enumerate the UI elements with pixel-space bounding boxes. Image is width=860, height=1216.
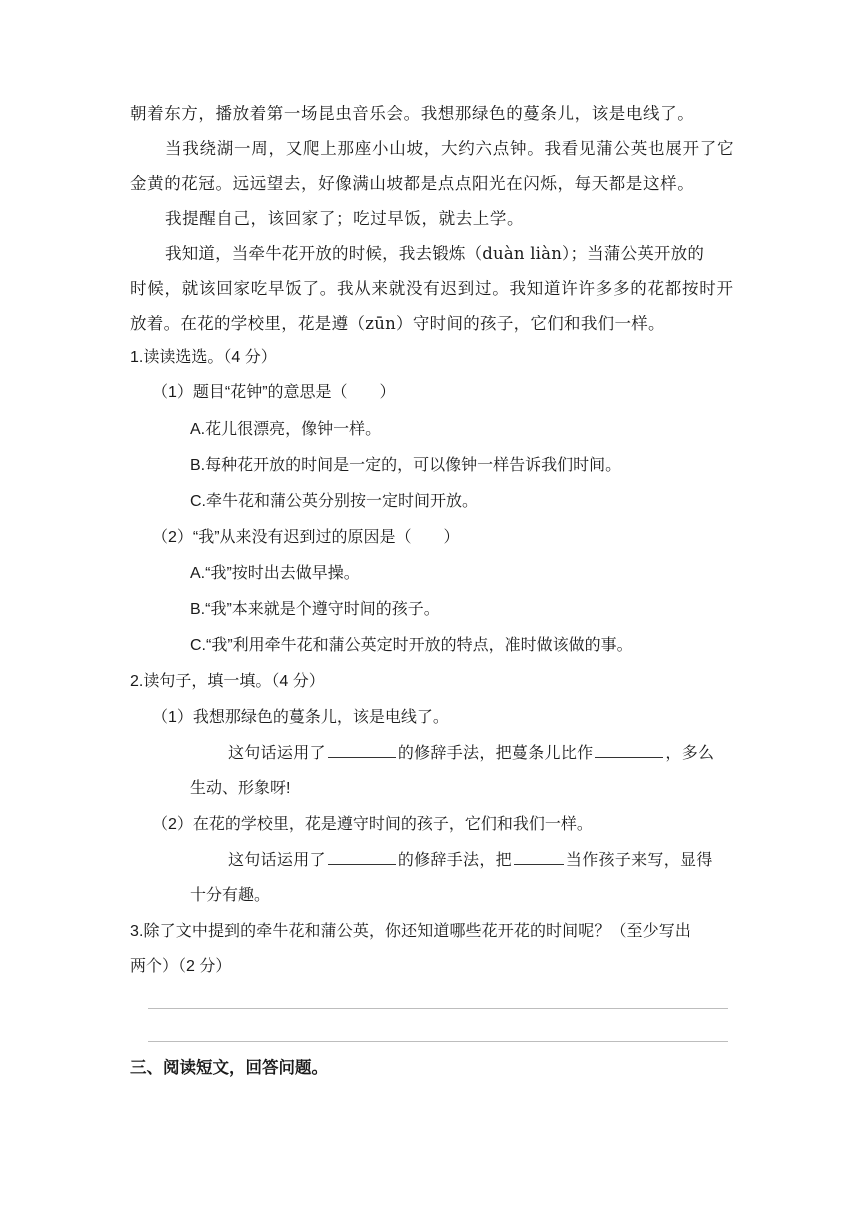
passage-line: 我提醒自己，该回家了；吃过早饭，就去上学。	[165, 209, 525, 228]
passage-line: 放着。在花的学校里，花是遵（zūn）守时间的孩子，它们和我们一样。	[130, 314, 665, 333]
sentence-continuation: 生动、形象呀!	[190, 780, 291, 797]
question-2-1-stem: （1）我想那绿色的蔓条儿，该是电线了。	[152, 709, 449, 726]
answer-line[interactable]	[148, 1008, 728, 1009]
answer-blank[interactable]	[514, 850, 564, 865]
option-a[interactable]: A.花儿很漂亮，像钟一样。	[190, 421, 382, 438]
passage-line: 当我绕湖一周，又爬上那座小山坡，大约六点钟。我看见蒲公英也展开了它	[165, 139, 735, 158]
option-b[interactable]: B.“我”本来就是个遵守时间的孩子。	[190, 601, 440, 618]
passage-line: 朝着东方，播放着第一场昆虫音乐会。我想那绿色的蔓条儿，该是电线了。	[130, 104, 695, 123]
question-2-title: 2.读句子，填一填。（4 分）	[130, 673, 325, 690]
option-c[interactable]: C.“我”利用牵牛花和蒲公英定时开放的特点，准时做该做的事。	[190, 637, 633, 654]
answer-line[interactable]	[148, 1041, 728, 1042]
sentence-part: 的修辞手法，把	[397, 852, 512, 869]
fill-in-sentence	[228, 742, 714, 766]
sentence-part: ，多么	[665, 745, 715, 762]
passage-line: 我知道，当牵牛花开放的时候，我去锻炼（duàn liàn）；当蒲公英开放的	[165, 244, 705, 263]
option-c[interactable]: C.牵牛花和蒲公英分别按一定时间开放。	[190, 493, 479, 510]
sentence-part: 这句话运用了	[228, 852, 326, 869]
option-b[interactable]: B.每种花开放的时间是一定的，可以像钟一样告诉我们时间。	[190, 457, 622, 474]
question-1-2-stem: （2）“我”从来没有迟到过的原因是（ ）	[152, 529, 460, 546]
option-a[interactable]: A.“我”按时出去做早操。	[190, 565, 360, 582]
answer-blank[interactable]	[595, 743, 663, 758]
sentence-part: 的修辞手法，把蔓条儿比作	[397, 745, 594, 762]
section-heading: 三、阅读短文，回答问题。	[130, 1058, 328, 1077]
answer-blank[interactable]	[328, 743, 396, 758]
answer-blank[interactable]	[328, 850, 396, 865]
question-1-title: 1.读读选选。（4 分）	[130, 349, 277, 366]
sentence-continuation: 十分有趣。	[190, 887, 271, 904]
question-2-2-stem: （2）在花的学校里，花是遵守时间的孩子，它们和我们一样。	[152, 816, 593, 833]
passage-line: 金黄的花冠。远远望去，好像满山坡都是点点阳光在闪烁，每天都是这样。	[130, 174, 695, 193]
question-1-1-stem: （1）题目“花钟”的意思是（ ）	[152, 384, 396, 401]
fill-in-sentence	[228, 849, 713, 873]
question-3-line: 3.除了文中提到的牵牛花和蒲公英，你还知道哪些花开花的时间呢？（至少写出	[130, 923, 691, 940]
sentence-part: 这句话运用了	[228, 745, 326, 762]
sentence-part: 当作孩子来写，显得	[565, 852, 713, 869]
question-3-line: 两个）（2 分）	[130, 958, 232, 975]
passage-line: 时候，就该回家吃早饭了。我从来就没有迟到过。我知道许许多多的花都按时开	[130, 279, 734, 298]
